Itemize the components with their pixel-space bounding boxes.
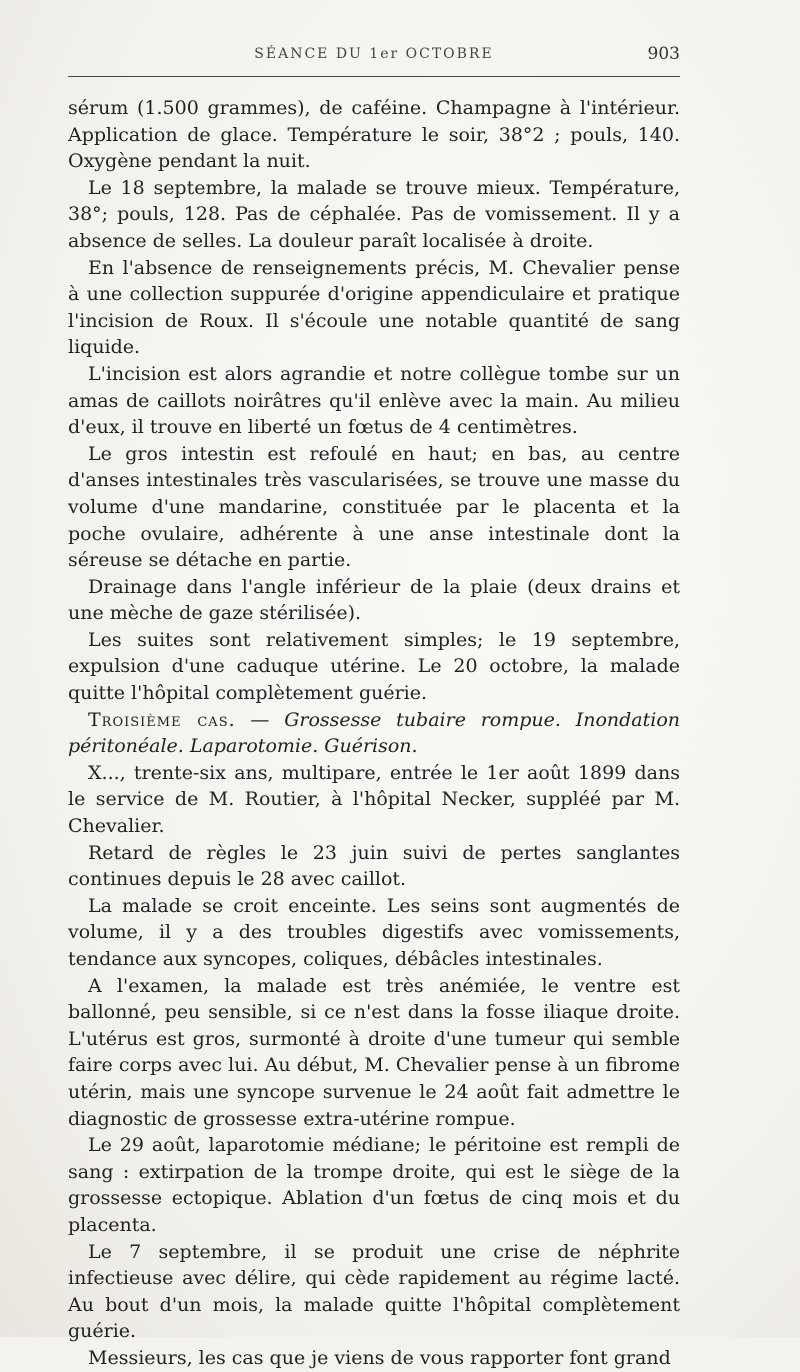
body-text xyxy=(68,95,680,1372)
case-title: Grossesse tubaire rompue. Inondation péritonéale. Laparotomie. Guérison. xyxy=(68,708,680,758)
case-dash: — xyxy=(235,708,285,731)
paragraph: X..., trente-six ans, multipare, entrée le 1er août 1899 dans le service de M. Routier, à l'hôpital Necker, suppléé par M. Chevalier. xyxy=(68,761,680,838)
paragraph: Drainage dans l'angle inférieur de la plaie (deux drains et une mèche de gaze stérilisée). xyxy=(68,575,680,625)
running-header xyxy=(68,44,680,68)
case-heading xyxy=(68,707,680,760)
paragraph: Messieurs, les cas que je viens de vous rapporter font grand xyxy=(88,1346,671,1369)
paragraph: Le 18 septembre, la malade se trouve mieux. Température, 38°; pouls, 128. Pas de céphalée. Pas de vomissement. Il y a absence de selles. La douleur paraît localisée à droite. xyxy=(68,176,680,252)
paragraph: Le 7 septembre, il se produit une crise de néphrite infectieuse avec délire, qui cède rapidement au régime lacté. Au bout d'un mois, la malade quitte l'hôpital complètement guérie. xyxy=(68,1240,680,1343)
paragraph: sérum (1.500 grammes), de caféine. Champagne à l'intérieur. Application de glace. Température le soir, 38°2 ; pouls, 140. Oxygène pendant la nuit. xyxy=(68,97,680,173)
paragraph: Retard de règles le 23 juin suivi de pertes sanglantes continues depuis le 28 avec caillot. xyxy=(68,841,680,891)
running-title: SÉANCE DU 1er OCTOBRE xyxy=(254,46,494,62)
paragraph: En l'absence de renseignements précis, M. Chevalier pense à une collection suppurée d'origine appendiculaire et pratique l'incision de Roux. Il s'écoule une notable quantité de sang liquide. xyxy=(68,256,680,359)
paragraph: Les suites sont relativement simples; le 19 septembre, expulsion d'une caduque utérine. Le 20 octobre, la malade quitte l'hôpital complètement guérie. xyxy=(68,628,680,705)
case-label: Troisième cas. xyxy=(88,708,236,731)
paragraph: Le gros intestin est refoulé en haut; en bas, au centre d'anses intestinales très vascularisées, se trouve une masse du volume d'une mandarine, constituée par le placenta et la poche ovulaire, adhérente à une anse intestinale dont la séreuse se détache en partie. xyxy=(68,442,680,572)
page-number: 903 xyxy=(647,44,680,64)
paragraph: La malade se croit enceinte. Les seins sont augmentés de volume, il y a des troubles digestifs avec vomissements, tendance aux syncopes, coliques, débâcles intestinales. xyxy=(68,894,680,970)
paragraph: L'incision est alors agrandie et notre collègue tombe sur un amas de caillots noirâtres qu'il enlève avec la main. Au milieu d'eux, il trouve en liberté un fœtus de 4 centimètres. xyxy=(68,362,680,439)
paragraph: A l'examen, la malade est très anémiée, le ventre est ballonné, peu sensible, si ce n'est dans la fosse iliaque droite. L'utérus est gros, surmonté à droite d'une tumeur qui semble faire corps avec lui. Au début, M. Chevalier pense à un fibrome utérin, mais une syncope survenue le 24 août fait admettre le diagnostic de grossesse extra-utérine rompue. xyxy=(68,974,680,1130)
header-rule xyxy=(68,76,680,77)
paragraph: Le 29 août, laparotomie médiane; le péritoine est rempli de sang : extirpation de la trompe droite, qui est le siège de la grossesse ectopique. Ablation d'un fœtus de cinq mois et du placenta. xyxy=(68,1134,680,1236)
